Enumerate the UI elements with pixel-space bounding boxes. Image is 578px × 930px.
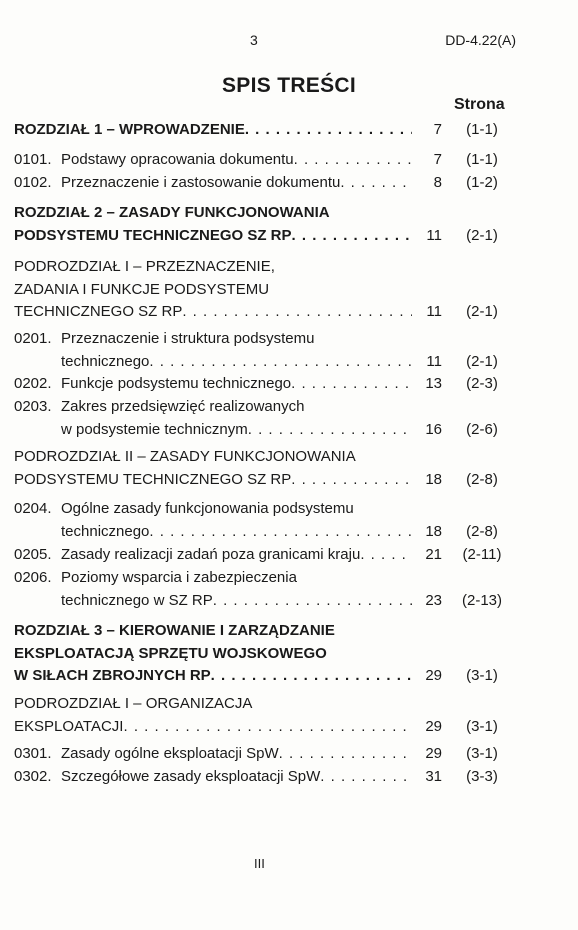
dot-leader — [149, 521, 412, 543]
toc-entry-line — [61, 149, 412, 171]
dot-leader — [294, 149, 412, 171]
toc-page-number: 23 — [425, 591, 442, 609]
dot-leader — [320, 766, 412, 788]
toc-entry-text: Zasady ogólne eksploatacji SpW — [61, 745, 279, 762]
toc-page-reference: (2-8) — [466, 470, 498, 488]
toc-page-number: 16 — [425, 420, 442, 438]
toc-entry-text: PODROZDZIAŁ I – PRZEZNACZENIE, — [14, 258, 275, 275]
page-column-header: Strona — [454, 96, 505, 113]
toc-page-reference: (3-3) — [466, 768, 498, 785]
toc-page-reference: (3-1) — [466, 717, 498, 735]
toc-entry-text: Zakres przedsięwzięć realizowanych — [61, 398, 305, 415]
toc-entry-text: ROZDZIAŁ 3 – KIEROWANIE I ZARZĄDZANIE — [14, 622, 335, 639]
dot-leader — [360, 544, 412, 566]
toc-entry-text: ROZDZIAŁ 1 – WPROWADZENIE — [14, 121, 245, 138]
toc-entry-line — [14, 301, 412, 323]
toc-entry-text: Funkcje podsystemu technicznego — [61, 375, 292, 392]
toc-item-number: 0206. — [14, 569, 52, 586]
toc-entry-text: EKSPLOATACJI — [14, 717, 124, 735]
toc-entry-text: EKSPLOATACJĄ SPRZĘTU WOJSKOWEGO — [14, 644, 327, 662]
toc-item-number: 0205. — [14, 546, 52, 563]
toc-page-reference: (2-3) — [466, 375, 498, 392]
toc-page-number: 18 — [425, 470, 442, 488]
toc-entry-text: Przeznaczenie i struktura podsystemu — [61, 330, 315, 347]
dot-leader — [279, 743, 412, 765]
toc-item-number: 0204. — [14, 500, 52, 517]
toc-entry-line — [61, 544, 412, 566]
toc-entry-text: technicznego w SZ RP — [61, 591, 213, 609]
toc-page-number: 29 — [425, 717, 442, 735]
toc-entry-text: ZADANIA I FUNKCJE PODSYSTEMU — [14, 280, 270, 298]
toc-page-number: 13 — [425, 375, 442, 392]
toc-entry-text: TECHNICZNEGO SZ RP — [14, 303, 183, 320]
toc-entry-text: technicznego — [61, 352, 150, 370]
toc-page-reference: (1-2) — [466, 174, 498, 191]
toc-page-number: 29 — [425, 745, 442, 762]
toc-page-reference: (2-6) — [466, 420, 498, 438]
toc-page-number: 7 — [433, 151, 442, 168]
toc-page-reference: (2-1) — [466, 226, 498, 244]
toc-entry-text: PODROZDZIAŁ II – ZASADY FUNKCJONOWANIA — [14, 448, 356, 465]
toc-entry-text: Poziomy wsparcia i zabezpieczenia — [61, 569, 297, 586]
page-number: 3 — [250, 32, 258, 48]
toc-entry-text: w podsystemie technicznym — [61, 420, 248, 438]
toc-entry-text: Szczegółowe zasady eksploatacji SpW — [61, 768, 321, 785]
toc-page-reference: (2-1) — [466, 352, 498, 370]
dot-leader — [291, 373, 412, 395]
toc-item-number: 0301. — [14, 745, 52, 762]
toc-entry-line — [14, 225, 412, 247]
dot-leader — [292, 225, 412, 247]
dot-leader — [211, 665, 412, 687]
footer-page-number: III — [254, 856, 265, 871]
toc-entry-text: Ogólne zasady funkcjonowania podsystemu — [61, 500, 354, 517]
toc-entry-line — [61, 590, 412, 612]
dot-leader — [291, 469, 412, 491]
document-code: DD-4.22(A) — [445, 32, 516, 48]
toc-entry-line — [61, 766, 412, 788]
dot-leader — [149, 351, 412, 373]
toc-entry-text: Przeznaczenie i zastosowanie dokumentu — [61, 174, 341, 191]
dot-leader — [213, 590, 412, 612]
toc-page-reference: (2-11) — [462, 546, 502, 563]
toc-entry-text: PODSYSTEMU TECHNICZNEGO SZ RP — [14, 470, 292, 488]
toc-page-number: 29 — [425, 667, 442, 684]
toc-entry-line — [61, 172, 412, 194]
toc-item-number: 0202. — [14, 375, 52, 392]
toc-page-number: 8 — [433, 174, 442, 191]
toc-item-number: 0302. — [14, 768, 52, 785]
dot-leader — [123, 716, 412, 738]
toc-entry-line — [14, 119, 412, 141]
toc-entry-line — [61, 373, 412, 395]
dot-leader — [248, 419, 412, 441]
dot-leader — [182, 301, 412, 323]
toc-entry-line — [61, 743, 412, 765]
toc-entry-line — [14, 469, 412, 491]
toc-entry-text: technicznego — [61, 522, 150, 540]
toc-page-number: 31 — [425, 768, 442, 785]
toc-entry-text: PODSYSTEMU TECHNICZNEGO SZ RP — [14, 226, 292, 244]
toc-page-number: 11 — [426, 226, 442, 244]
toc-entry-line — [14, 716, 412, 738]
toc-page-number: 11 — [426, 303, 442, 320]
toc-item-number: 0101. — [14, 151, 52, 168]
toc-entry-line — [61, 521, 412, 543]
toc-page-number: 7 — [433, 121, 442, 138]
toc-title: SPIS TREŚCI — [222, 74, 356, 97]
toc-item-number: 0102. — [14, 174, 52, 191]
toc-page-reference: (1-1) — [466, 121, 498, 138]
toc-item-number: 0201. — [14, 330, 52, 347]
toc-page-reference: (1-1) — [466, 151, 498, 168]
dot-leader — [245, 119, 412, 141]
toc-entry-line — [14, 665, 412, 687]
toc-page-reference: (2-13) — [461, 591, 502, 609]
toc-entry-line — [61, 419, 412, 441]
toc-entry-text: Zasady realizacji zadań poza granicami kraju — [61, 546, 361, 563]
toc-entry-text: Podstawy opracowania dokumentu — [61, 151, 294, 168]
toc-page-number: 11 — [426, 352, 442, 370]
toc-entry-line — [61, 351, 412, 373]
toc-page-reference: (2-1) — [466, 303, 498, 320]
toc-entry-text: W SIŁACH ZBROJNYCH RP — [14, 667, 211, 684]
dot-leader — [340, 172, 412, 194]
toc-entry-text: PODROZDZIAŁ I – ORGANIZACJA — [14, 695, 253, 712]
toc-page-reference: (2-8) — [466, 522, 498, 540]
toc-page-number: 18 — [425, 522, 442, 540]
toc-page-reference: (3-1) — [466, 745, 498, 762]
toc-item-number: 0203. — [14, 398, 52, 415]
toc-page-number: 21 — [425, 546, 442, 563]
toc-page-reference: (3-1) — [466, 667, 498, 684]
toc-entry-text: ROZDZIAŁ 2 – ZASADY FUNKCJONOWANIA — [14, 204, 330, 221]
